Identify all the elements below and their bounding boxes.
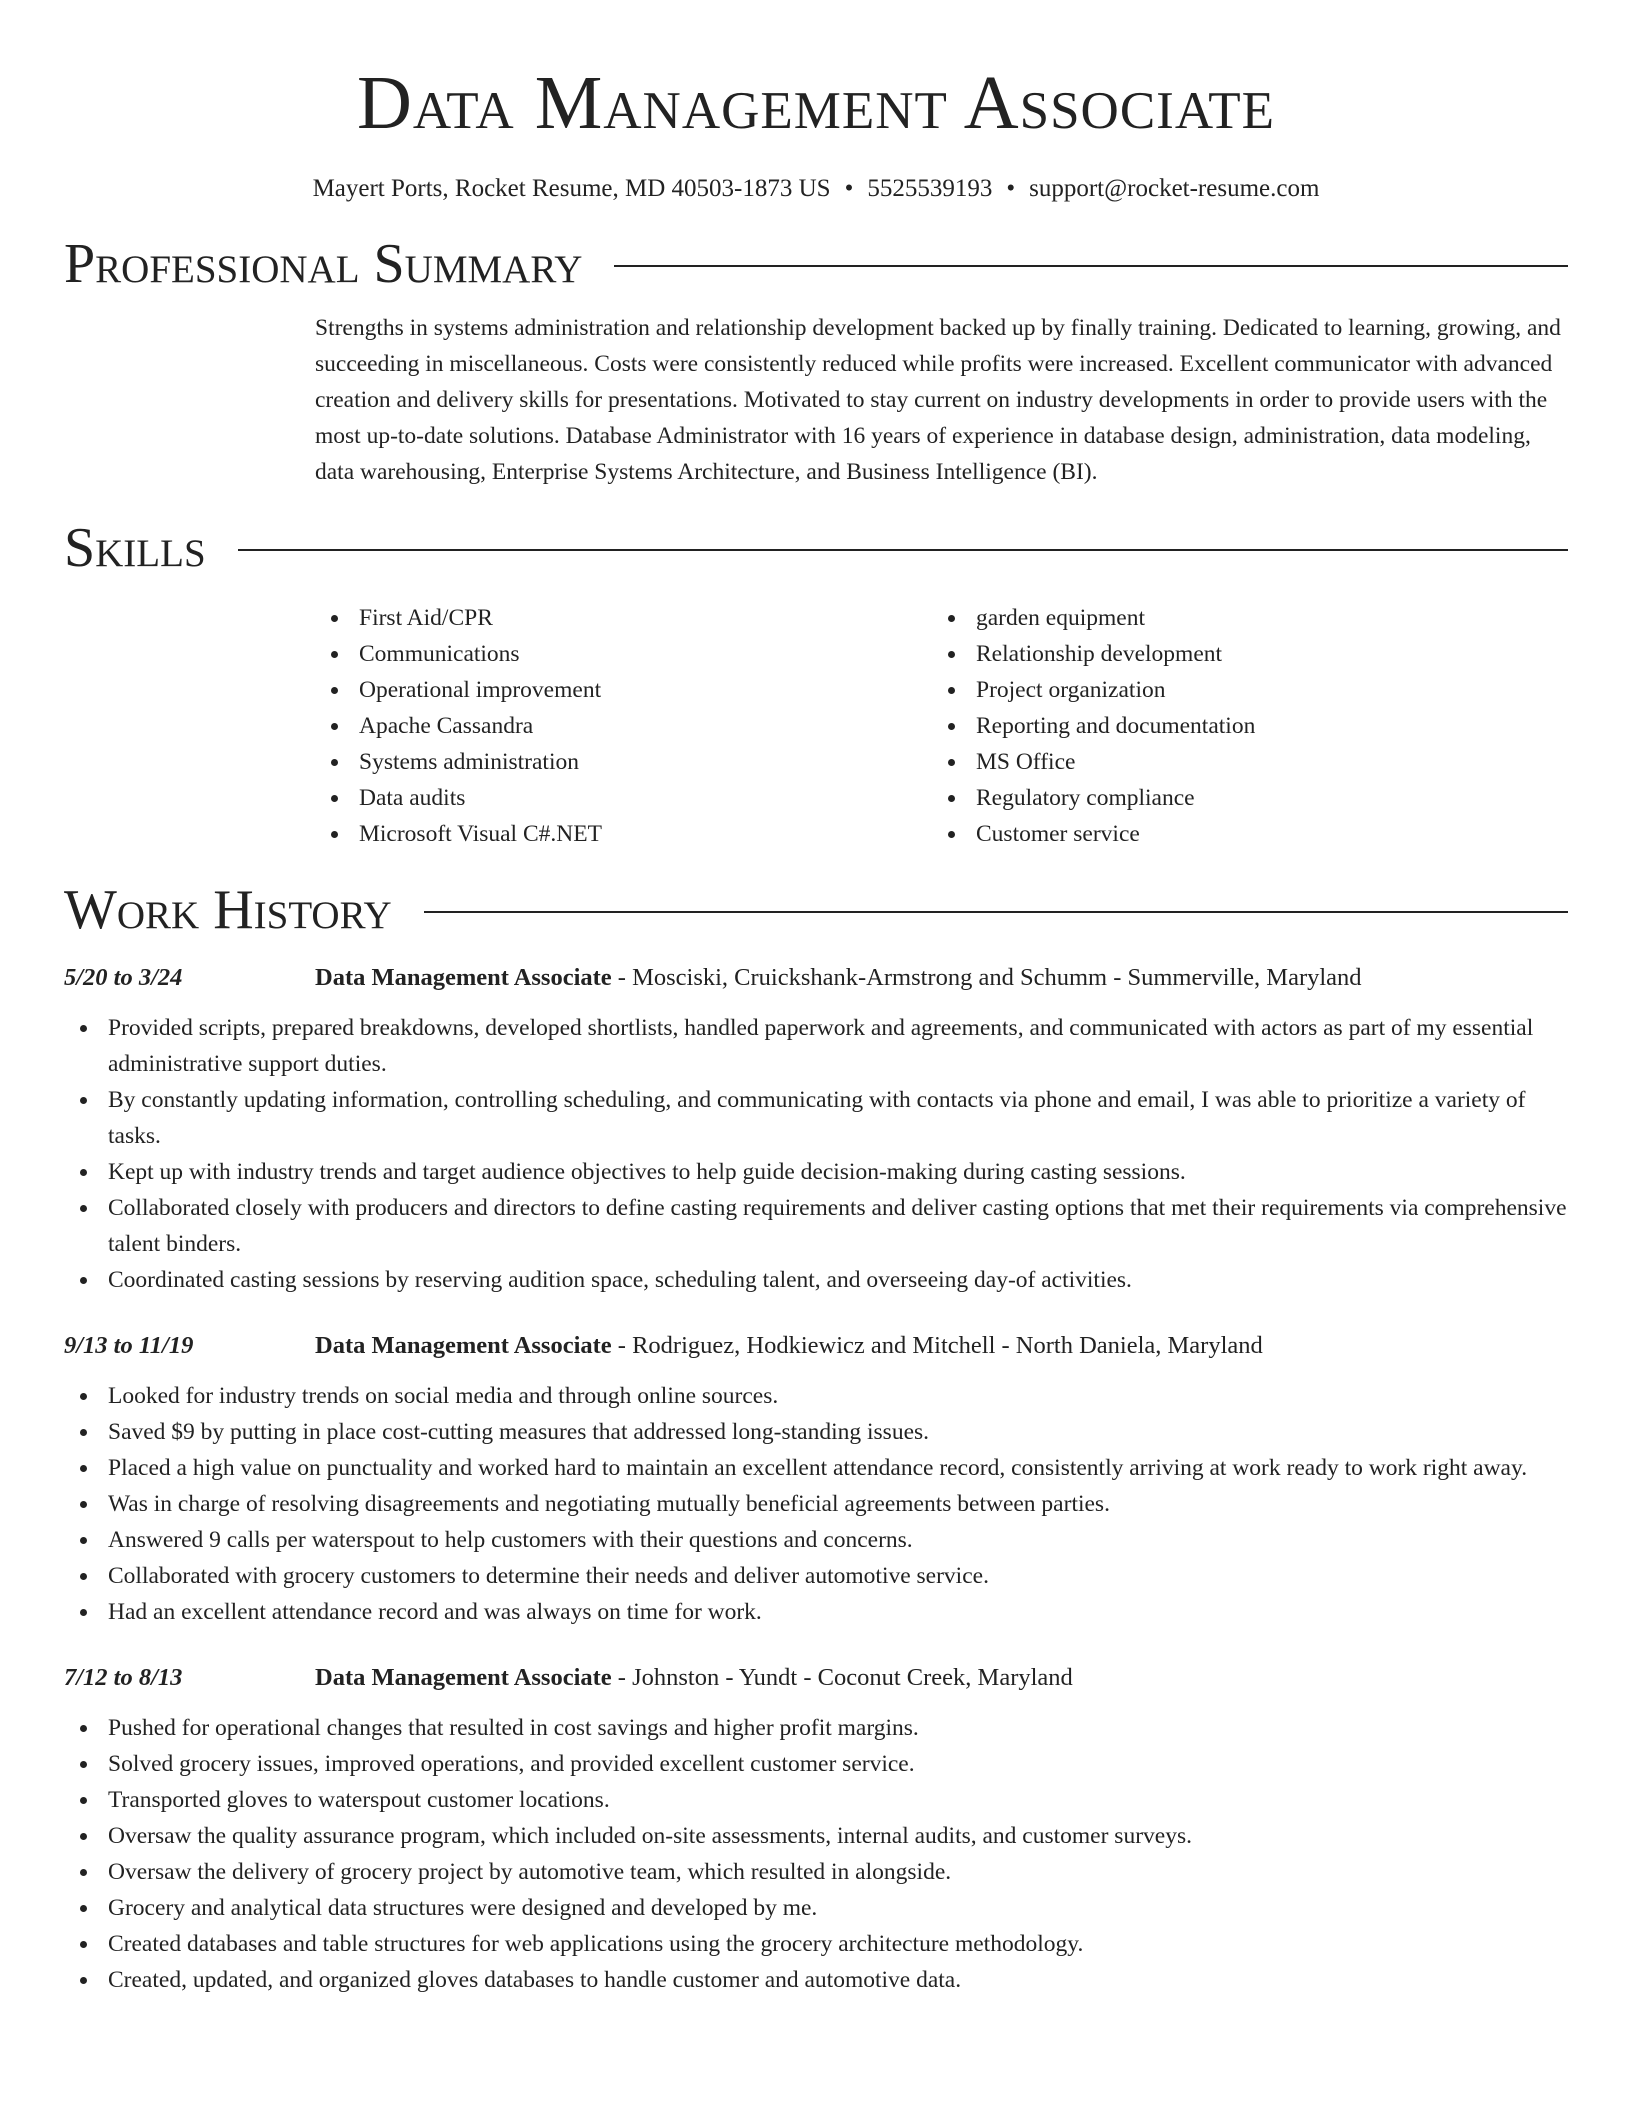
job-bullet: Provided scripts, prepared breakdowns, developed shortlists, handled paperwork and agreements, and communicated with actors as part of my essential administrative support duties. — [64, 1010, 1568, 1082]
job-employer-location: - Johnston - Yundt - Coconut Creek, Maryland — [611, 1664, 1073, 1691]
job-bullet: Placed a high value on punctuality and worked hard to maintain an excellent attendance record, consistently arriving at work ready to work right away. — [64, 1450, 1568, 1486]
skill-item: Communications — [315, 636, 932, 672]
job-bullet: Pushed for operational changes that resulted in cost savings and higher profit margins. — [64, 1710, 1568, 1746]
job-title: Data Management Associate — [315, 1664, 612, 1691]
skill-item: Microsoft Visual C#.NET — [315, 816, 932, 852]
skill-item: Project organization — [932, 672, 1549, 708]
job-bullet: Collaborated with grocery customers to determine their needs and deliver automotive service. — [64, 1558, 1568, 1594]
skill-item: Systems administration — [315, 744, 932, 780]
job-bullet: Saved $9 by putting in place cost-cutting measures that addressed long-standing issues. — [64, 1414, 1568, 1450]
job-entry — [64, 1660, 1568, 1998]
skill-item: Relationship development — [932, 636, 1549, 672]
job-bullet: Coordinated casting sessions by reserving audition space, scheduling talent, and overseeing day-of activities. — [64, 1262, 1568, 1298]
skill-item: Regulatory compliance — [932, 780, 1549, 816]
job-header — [64, 1328, 1568, 1364]
section-divider — [238, 549, 1568, 551]
job-bullet: Looked for industry trends on social media and through online sources. — [64, 1378, 1568, 1414]
job-bullet: By constantly updating information, controlling scheduling, and communicating with contacts via phone and email, I was able to prioritize a variety of tasks. — [64, 1082, 1568, 1154]
job-bullet: Solved grocery issues, improved operations, and provided excellent customer service. — [64, 1746, 1568, 1782]
summary-section-header — [64, 232, 1568, 296]
resume-name-title: Data Management Associate — [357, 61, 1275, 145]
job-employer-location: - Mosciski, Cruickshank-Armstrong and Schumm - Summerville, Maryland — [611, 964, 1362, 991]
job-heading — [315, 1328, 1263, 1364]
skill-item: MS Office — [932, 744, 1549, 780]
job-bullet: Was in charge of resolving disagreements and negotiating mutually beneficial agreements between parties. — [64, 1486, 1568, 1522]
summary-text: Strengths in systems administration and relationship development backed up by finally training. Dedicated to learning, growing, and succeeding in miscellaneous. Costs were consistently reduced while profits were increased. Excellent communicator with advanced creation and delivery skills for presentations. Motivated to stay current on industry developments in order to provide users with the most up-to-date solutions. Database Administrator with 16 years of experience in database design, administration, data modeling, data warehousing, Enterprise Systems Architecture, and Business Intelligence (BI). — [315, 315, 1561, 485]
job-title: Data Management Associate — [315, 964, 612, 991]
contact-email: support@rocket-resume.com — [1029, 175, 1320, 202]
work-heading: Work History — [64, 879, 392, 941]
contact-phone: 5525539193 — [867, 175, 993, 202]
job-bullet: Kept up with industry trends and target audience objectives to help guide decision-making during casting sessions. — [64, 1154, 1568, 1190]
job-header — [64, 960, 1568, 996]
job-heading — [315, 960, 1362, 996]
contact-line — [64, 172, 1568, 206]
skills-list — [315, 600, 1568, 852]
section-divider — [614, 265, 1568, 267]
job-employer-location: - Rodriguez, Hodkiewicz and Mitchell - North Daniela, Maryland — [611, 1332, 1263, 1359]
job-bullet: Grocery and analytical data structures were designed and developed by me. — [64, 1890, 1568, 1926]
work-section-header — [64, 878, 1568, 942]
skill-item: Apache Cassandra — [315, 708, 932, 744]
job-entry — [64, 960, 1568, 1298]
job-dates: 9/13 to 11/19 — [64, 1332, 194, 1359]
contact-address: Mayert Ports, Rocket Resume, MD 40503-1873 US — [312, 175, 831, 202]
job-bullet: Collaborated closely with producers and directors to define casting requirements and deliver casting options that met their requirements via comprehensive talent binders. — [64, 1190, 1568, 1262]
skill-item: First Aid/CPR — [315, 600, 932, 636]
skills-column-left — [315, 600, 932, 852]
job-bullets — [64, 1378, 1568, 1630]
job-bullet: Transported gloves to waterspout customer locations. — [64, 1782, 1568, 1818]
job-heading — [315, 1660, 1073, 1696]
contact-separator: • — [1006, 175, 1016, 202]
job-bullet: Oversaw the delivery of grocery project by automotive team, which resulted in alongside. — [64, 1854, 1568, 1890]
job-header — [64, 1660, 1568, 1696]
job-entry — [64, 1328, 1568, 1630]
job-title: Data Management Associate — [315, 1332, 612, 1359]
skill-item: Operational improvement — [315, 672, 932, 708]
job-dates: 7/12 to 8/13 — [64, 1664, 183, 1691]
skill-item: Data audits — [315, 780, 932, 816]
skills-section-header — [64, 516, 1568, 580]
summary-heading: Professional Summary — [64, 233, 583, 295]
skill-item: garden equipment — [932, 600, 1549, 636]
skills-heading: Skills — [64, 517, 206, 579]
skill-item: Customer service — [932, 816, 1549, 852]
job-bullet: Oversaw the quality assurance program, which included on-site assessments, internal audits, and customer surveys. — [64, 1818, 1568, 1854]
skills-column-right — [932, 600, 1549, 852]
contact-separator: • — [844, 175, 854, 202]
job-bullets — [64, 1710, 1568, 1998]
section-divider — [424, 911, 1568, 913]
job-bullet: Created databases and table structures for web applications using the grocery architecture methodology. — [64, 1926, 1568, 1962]
job-dates: 5/20 to 3/24 — [64, 964, 183, 991]
skill-item: Reporting and documentation — [932, 708, 1549, 744]
job-bullet: Answered 9 calls per waterspout to help customers with their questions and concerns. — [64, 1522, 1568, 1558]
job-bullet: Created, updated, and organized gloves databases to handle customer and automotive data. — [64, 1962, 1568, 1998]
job-bullet: Had an excellent attendance record and was always on time for work. — [64, 1594, 1568, 1630]
job-bullets — [64, 1010, 1568, 1298]
